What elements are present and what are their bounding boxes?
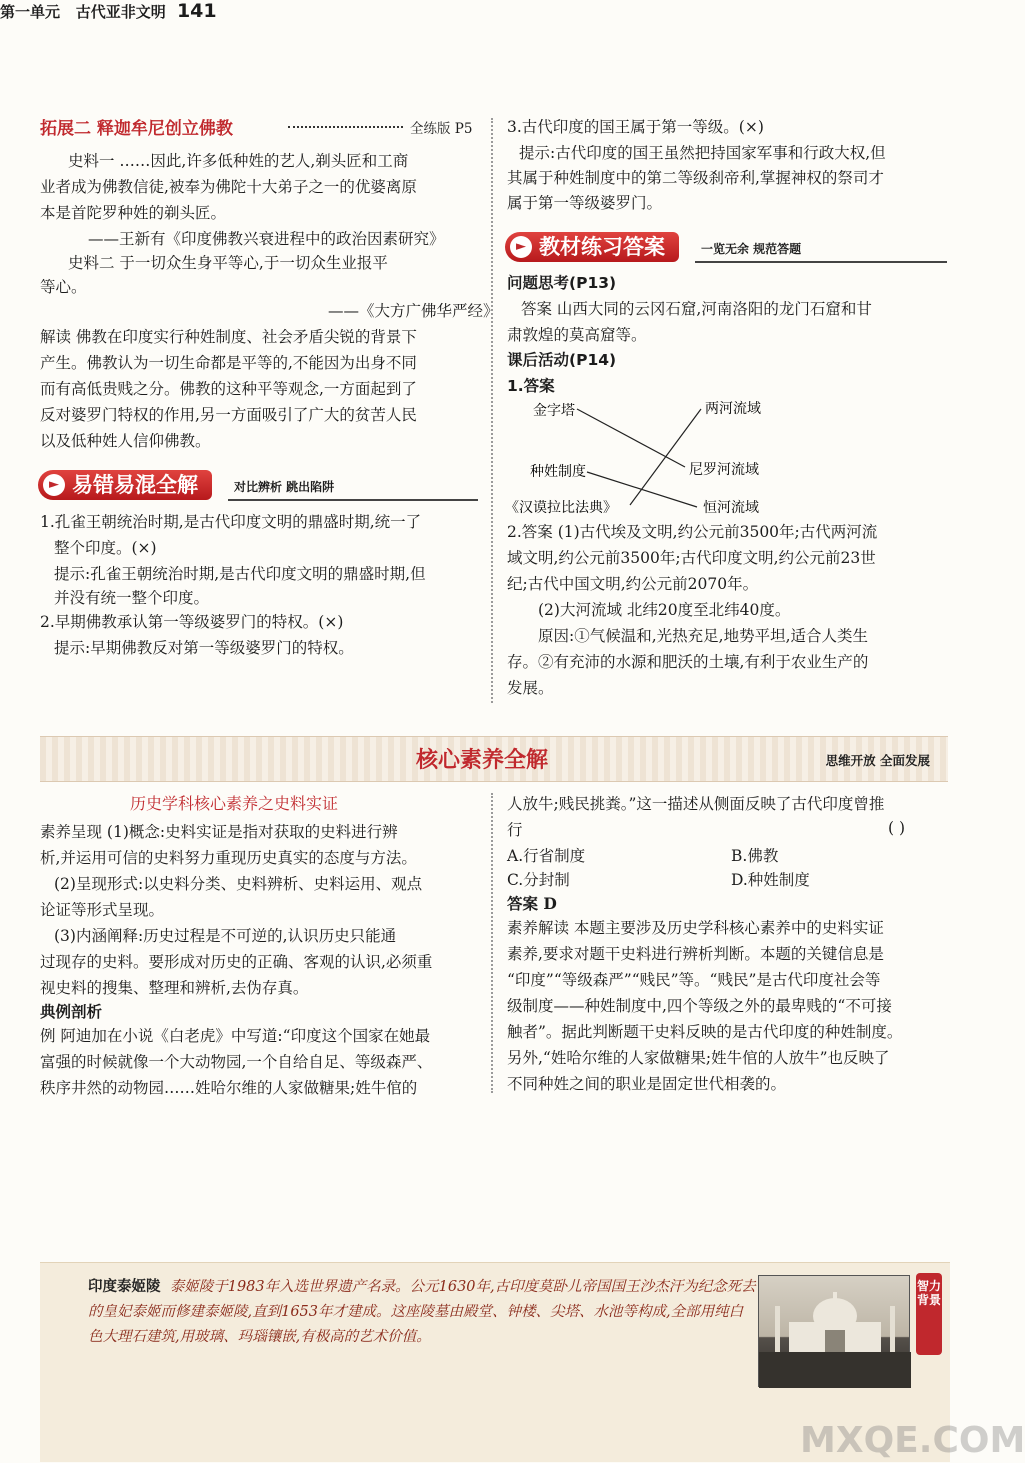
- core-right-2: 行: [507, 821, 523, 839]
- unit-label: 第一单元: [0, 3, 61, 21]
- question-answer-1: 答案 山西大同的云冈石窟,河南洛阳的龙门石窟和甘: [521, 300, 872, 318]
- activity-heading: 课后活动(P14): [507, 351, 617, 369]
- column-divider-top: [491, 118, 493, 703]
- mistake-1-line-2: 整个印度。(×): [54, 539, 157, 557]
- answer-2-line-7: 发展。: [507, 679, 554, 697]
- source-1-line-2: 业者成为佛教信徒,被奉为佛陀十大弟子之一的优婆离原: [40, 178, 417, 196]
- reading-line-2: 产生。佛教认为一切生命都是平等的,不能因为出身不同: [40, 354, 417, 372]
- source-2-line-1: 史料二 于一切众生身平等心,于一切众生业报平: [68, 254, 388, 272]
- megaphone-icon: ►: [510, 236, 532, 258]
- explain-6: 另外,“姓哈尔维的人家做糖果;姓牛倌的人放牛”也反映了: [507, 1049, 890, 1067]
- answer-2-line-4: (2)大河流域 北纬20度至北纬40度。: [538, 601, 791, 619]
- option-b: B.佛教: [731, 847, 779, 865]
- source-2-citation: ——《大方广佛华严经》: [328, 302, 499, 320]
- answer-1-label: 1.答案: [507, 377, 555, 395]
- mistakes-title: 易错易混全解: [72, 473, 198, 497]
- mistake-2-line-1: 2.早期佛教承认第一等级婆罗门的特权。(×): [40, 613, 344, 631]
- option-c: C.分封制: [507, 871, 570, 889]
- match-right-3: 恒河流域: [703, 500, 759, 516]
- option-d: D.种姓制度: [731, 871, 810, 889]
- match-left-3: 《汉谟拉比法典》: [505, 500, 617, 516]
- textbook-pill: [505, 232, 679, 262]
- item-3-hint-1: 提示:古代印度的国王虽然把持国家军事和行政大权,但: [519, 144, 886, 162]
- explain-3: “印度”“等级森严”“贱民”等。“贱民”是古代印度社会等: [507, 971, 881, 989]
- source-1-citation: ——王新有《印度佛教兴衰进程中的政治因素研究》: [88, 230, 445, 248]
- core-left-11: 秩序井然的动物园……姓哈尔维的人家做糖果;姓牛倌的: [40, 1079, 418, 1097]
- question-answer-2: 肃敦煌的莫高窟等。: [507, 326, 647, 344]
- match-line-1: [577, 409, 685, 467]
- core-right-1: 人放牛;贱民挑粪。”这一描述从侧面反映了古代印度曾推: [507, 795, 885, 813]
- reading-line-3: 而有高低贵贱之分。佛教的这种平等观念,一方面起到了: [40, 380, 417, 398]
- reading-line-5: 以及低种姓人信仰佛教。: [40, 432, 211, 450]
- core-section-title: 历史学科核心素养之史料实证: [130, 794, 339, 813]
- column-divider-bottom: [491, 793, 493, 1093]
- taj-mahal-photo: [758, 1275, 910, 1387]
- dot-leader: [288, 126, 403, 128]
- extension-title: 拓展二 释迦牟尼创立佛教: [40, 119, 233, 139]
- matching-diagram: [505, 397, 785, 523]
- explain-7: 不同种姓之间的职业是固定世代相袭的。: [507, 1075, 787, 1093]
- explain-2: 素养,要求对题干史料进行辨析判断。本题的关键信息是: [507, 945, 884, 963]
- core-left-9: 例 阿迪加在小说《白老虎》中写道:“印度这个国家在她最: [40, 1027, 431, 1045]
- answer-2-line-2: 域文明,约公元前3500年;古代印度文明,约公元前23世: [507, 549, 876, 567]
- mistakes-pill: [38, 470, 212, 500]
- answer-2-line-1: 2.答案 (1)古代埃及文明,约公元前3500年;古代两河流: [507, 523, 878, 541]
- answer-2-line-6: 存。②有充沛的水源和肥沃的土壤,有利于农业生产的: [507, 653, 869, 671]
- question-heading: 问题思考(P13): [507, 274, 617, 292]
- option-a: A.行省制度: [507, 847, 586, 865]
- item-3-hint-3: 属于第一等级婆罗门。: [507, 194, 663, 212]
- match-right-2: 尼罗河流域: [689, 462, 759, 478]
- answer-2-line-3: 纪;古代中国文明,约公元前2070年。: [507, 575, 759, 593]
- explain-4: 级制度——种姓制度中,四个等级之外的最卑贱的“不可接: [507, 997, 892, 1015]
- core-banner: [40, 736, 948, 782]
- source-1-line-1: 史料一 ……因此,许多低种姓的艺人,剃头匠和工商: [68, 152, 409, 170]
- mistake-2-hint: 提示:早期佛教反对第一等级婆罗门的特权。: [54, 639, 354, 657]
- mistakes-rule: [228, 499, 478, 501]
- mistake-1-line-1: 1.孔雀王朝统治时期,是古代印度文明的鼎盛时期,统一了: [40, 513, 422, 531]
- core-left-2: 析,并运用可信的史料努力重现历史真实的态度与方法。: [40, 849, 417, 867]
- core-left-3: (2)呈现形式:以史料分类、史料辨析、史料运用、观点: [54, 875, 423, 893]
- answer-2-line-5: 原因:①气候温和,光热充足,地势平坦,适合人类生: [538, 627, 869, 645]
- match-right-1: 两河流域: [705, 401, 761, 417]
- running-head: [0, 0, 1000, 22]
- textbook-title: 教材练习答案: [539, 235, 665, 259]
- core-left-7: 视史料的搜集、整理和辨析,去伪存真。: [40, 979, 309, 997]
- core-subtitle: 思维开放 全面发展: [825, 753, 930, 768]
- watermark: MXQE.COM: [800, 1420, 1025, 1461]
- explain-5: 触者”。据此判断题干史料反映的是古代印度的种姓制度。: [507, 1023, 903, 1041]
- textbook-subtitle: 一览无余 规范答题: [701, 242, 802, 256]
- match-line-3: [630, 409, 701, 505]
- mistake-1-hint-2: 并没有统一整个印度。: [54, 589, 210, 607]
- note-lead: 印度泰姬陵: [88, 1279, 161, 1295]
- textbook-banner: [505, 232, 947, 262]
- example-heading: 典例剖析: [40, 1002, 103, 1021]
- textbook-rule: [695, 261, 947, 263]
- match-left-2: 种姓制度: [530, 464, 586, 480]
- mistake-1-hint-1: 提示:孔雀王朝统治时期,是古代印度文明的鼎盛时期,但: [54, 565, 426, 583]
- page-number: 141: [176, 0, 217, 22]
- note-tab: 智力背景: [916, 1273, 942, 1355]
- core-left-4: 论证等形式呈现。: [40, 901, 165, 919]
- reading-line-1: 解读 佛教在印度实行种姓制度、社会矛盾尖锐的背景下: [40, 328, 417, 346]
- answer-paren: ( ): [888, 819, 906, 837]
- extension-ref: 全练版 P5: [410, 121, 473, 137]
- note-text: [88, 1275, 756, 1350]
- item-3-line-1: 3.古代印度的国王属于第一等级。(×): [507, 118, 764, 136]
- chapter-label: 古代亚非文明: [75, 3, 166, 21]
- core-title: 核心素养全解: [416, 748, 549, 773]
- mistakes-banner: [38, 470, 478, 500]
- reading-line-4: 反对婆罗门特权的作用,另一方面吸引了广大的贫苦人民: [40, 406, 417, 424]
- item-3-hint-2: 其属于种姓制度中的第二等级刹帝利,掌握神权的祭司才: [507, 169, 884, 187]
- core-left-1: 素养呈现 (1)概念:史料实证是指对获取的史料进行辨: [40, 823, 398, 841]
- core-left-6: 过现存的史料。要形成对历史的正确、客观的认识,必须重: [40, 953, 433, 971]
- mistakes-subtitle: 对比辨析 跳出陷阱: [234, 480, 335, 494]
- megaphone-icon: ►: [43, 474, 65, 496]
- note-body: 泰姬陵于1983年入选世界遗产名录。公元1630年,古印度莫卧儿帝国国王沙杰汗为纪念死去的皇妃泰姬而修建泰姬陵,直到1653年才建成。这座陵墓由殿堂、钟楼、尖塔、水池等构成,全部用纯白色大理石建筑,用玻璃、玛瑙镶嵌,有极高的艺术价值。: [88, 1279, 756, 1345]
- match-left-1: 金字塔: [533, 403, 575, 419]
- core-left-5: (3)内涵阐释:历史过程是不可逆的,认识历史只能通: [54, 927, 397, 945]
- core-left-10: 富强的时候就像一个大动物园,一个自给自足、等级森严、: [40, 1053, 433, 1071]
- source-2-line-2: 等心。: [40, 278, 87, 296]
- explain-1: 素养解读 本题主要涉及历史学科核心素养中的史料实证: [507, 919, 884, 937]
- core-answer: 答案 D: [507, 894, 557, 913]
- source-1-line-3: 本是首陀罗种姓的剃头匠。: [40, 204, 227, 222]
